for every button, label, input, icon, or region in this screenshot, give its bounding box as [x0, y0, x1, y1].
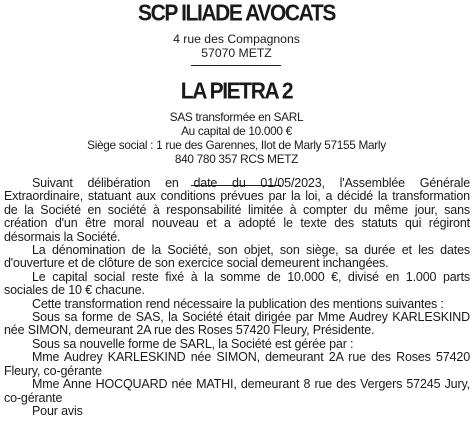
company-seat: Siège social : 1 rue des Garennes, Ilot de Marly 57155 Marly: [87, 138, 386, 152]
paragraph-deliberation: Suivant délibération en date du 01/05/2023, l'Assemblée Générale Extraordinaire, statuant aux conditions prévues par la loi, a décidé la transformation de la Société en société à responsabilité limitée à compter du même jour, sans création d'un être moral nouveau et a adopté le texte des statuts qui régiront désormais la Société.: [4, 176, 470, 244]
paragraph-signoff: Pour avis: [32, 403, 83, 418]
firm-name: SCP ILIADE AVOCATS: [138, 1, 335, 26]
paragraph-new-management: Sous sa nouvelle forme de SARL, la Société est gérée par :: [32, 336, 354, 351]
paragraph-denomination: La dénomination de la Société, son objet, son siège, sa durée et les dates d'ouverture et de clôture de son exercice social demeurent inchangées.: [4, 243, 470, 271]
firm-address-city: 57070 METZ: [201, 46, 272, 60]
company-name: LA PIETRA 2: [180, 79, 293, 104]
paragraph-cogerante-1: Mme Audrey KARLESKIND née SIMON, demeurant 2A rue des Roses 57420 Fleury, co-gérante: [4, 350, 470, 378]
company-rcs: 840 780 357 RCS METZ: [174, 152, 299, 166]
paragraph-capital: Le capital social reste fixé à la somme de 10.000 €, divisé en 1.000 parts sociales de 10 € chacune.: [4, 269, 470, 298]
company-capital: Au capital de 10.000 €: [181, 124, 292, 138]
company-form: SAS transformée en SARL: [169, 110, 304, 124]
header-divider: [191, 65, 281, 66]
paragraph-former-management: Sous sa forme de SAS, la Société était dirigée par Mme Audrey KARLESKIND née SIMON, demeurant 2A rue des Roses 57420 Fleury, Présidente.: [4, 310, 470, 338]
firm-address-street: 4 rue des Compagnons: [173, 32, 300, 46]
notice-body: [4, 177, 470, 418]
paragraph-publication: Cette transformation rend nécessaire la publication des mentions suivantes :: [32, 296, 444, 311]
paragraph-cogerante-2: Mme Anne HOCQUARD née MATHI, demeurant 8 rue des Vergers 57245 Jury, co-gérante: [4, 377, 470, 405]
